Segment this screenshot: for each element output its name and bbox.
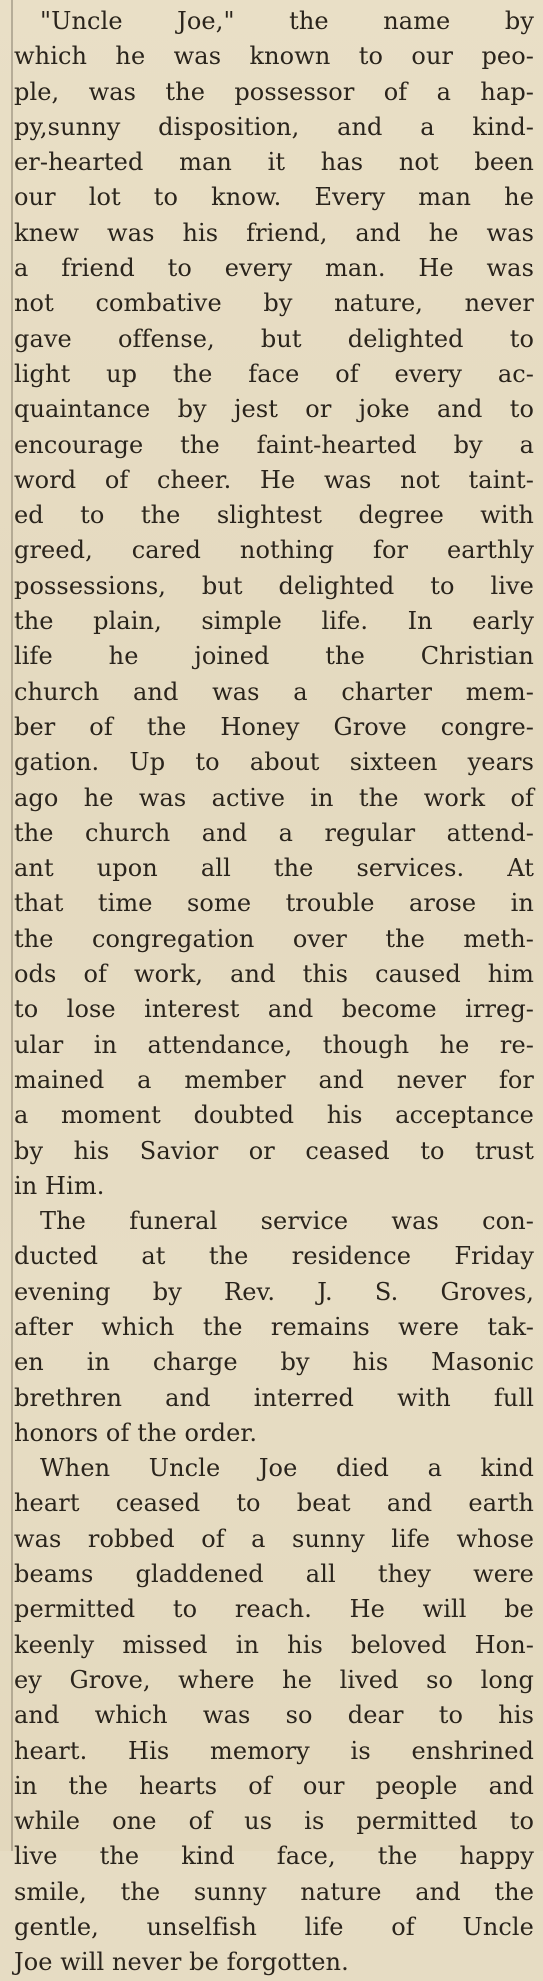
article-line: evening by Rev. J. S. Groves,: [14, 1277, 534, 1306]
article-line: quaintance by jest or joke and to: [14, 395, 534, 424]
article-line: py,sunny disposition, and a kind-: [14, 112, 534, 141]
article-line: possessions, but delighted to live: [14, 571, 534, 600]
article-line: heart. His memory is enshrined: [14, 1736, 534, 1765]
article-line: life he joined the Christian: [14, 642, 534, 671]
article-line: brethren and interred with full: [14, 1383, 534, 1412]
article-line: knew was his friend, and he was: [14, 218, 534, 247]
article-line: light up the face of every ac-: [14, 359, 534, 388]
article-line: ple, was the possessor of a hap-: [14, 77, 534, 106]
article-line: live the kind face, the happy: [14, 1842, 534, 1871]
article-line: honors of the order.: [14, 1418, 258, 1447]
article-line: by his Savior or ceased to trust: [14, 1136, 534, 1165]
article-line: our lot to know. Every man he: [14, 183, 534, 212]
article-line: smile, the sunny nature and the: [14, 1877, 534, 1906]
article-line: the church and a regular attend-: [14, 818, 534, 847]
article-line: When Uncle Joe died a kind: [40, 1454, 534, 1483]
article-line: in the hearts of our people and: [14, 1771, 534, 1800]
article-line: a friend to every man. He was: [14, 254, 534, 283]
article-line: heart ceased to beat and earth: [14, 1489, 534, 1518]
article-line: the congregation over the meth-: [14, 924, 534, 953]
article-line: was robbed of a sunny life whose: [14, 1524, 534, 1553]
article-line: en in charge by his Masonic: [14, 1348, 534, 1377]
article-line: the plain, simple life. In early: [14, 607, 534, 636]
article-line: to lose interest and become irreg-: [14, 995, 534, 1024]
article-line: gation. Up to about sixteen years: [14, 748, 534, 777]
article-line: encourage the faint-hearted by a: [14, 430, 534, 459]
article-line: The funeral service was con-: [40, 1207, 534, 1236]
article-line: gave offense, but delighted to: [14, 324, 534, 353]
article-line: keenly missed in his beloved Hon-: [14, 1630, 534, 1659]
article-line: and which was so dear to his: [14, 1701, 534, 1730]
article-line: ed to the slightest degree with: [14, 501, 534, 530]
article-line: greed, cared nothing for earthly: [14, 536, 534, 565]
article-line: ago he was active in the work of: [14, 783, 534, 812]
article-line: ducted at the residence Friday: [14, 1242, 534, 1271]
article-line: which he was known to our peo-: [14, 42, 534, 71]
article-line: "Uncle Joe," the name by: [40, 7, 534, 35]
article-line: church and was a charter mem-: [14, 677, 534, 706]
article-line: ant upon all the services. At: [14, 854, 534, 883]
column-rule: [11, 0, 13, 1851]
article-text: [14, 4, 534, 1981]
article-line: word of cheer. He was not taint-: [14, 465, 534, 494]
article-line: while one of us is permitted to: [14, 1807, 534, 1836]
article-line: after which the remains were tak-: [14, 1312, 534, 1341]
article-line: mained a member and never for: [14, 1065, 534, 1094]
article-line: er-hearted man it has not been: [14, 148, 534, 177]
article-line: ber of the Honey Grove congre-: [14, 712, 534, 741]
article-line: Joe will never be forgotten.: [14, 1948, 349, 1977]
article-line: permitted to reach. He will be: [14, 1595, 534, 1624]
article-line: gentle, unselfish life of Uncle: [14, 1913, 534, 1942]
article-line: beams gladdened all they were: [14, 1560, 534, 1589]
article-line: a moment doubted his acceptance: [14, 1101, 534, 1130]
article-line: ular in attendance, though he re-: [14, 1030, 534, 1059]
article-line: in Him.: [14, 1171, 105, 1200]
article-line: not combative by nature, never: [14, 289, 534, 318]
article-line: ey Grove, where he lived so long: [14, 1665, 534, 1694]
article-line: that time some trouble arose in: [14, 889, 534, 918]
article-line: ods of work, and this caused him: [14, 960, 534, 989]
